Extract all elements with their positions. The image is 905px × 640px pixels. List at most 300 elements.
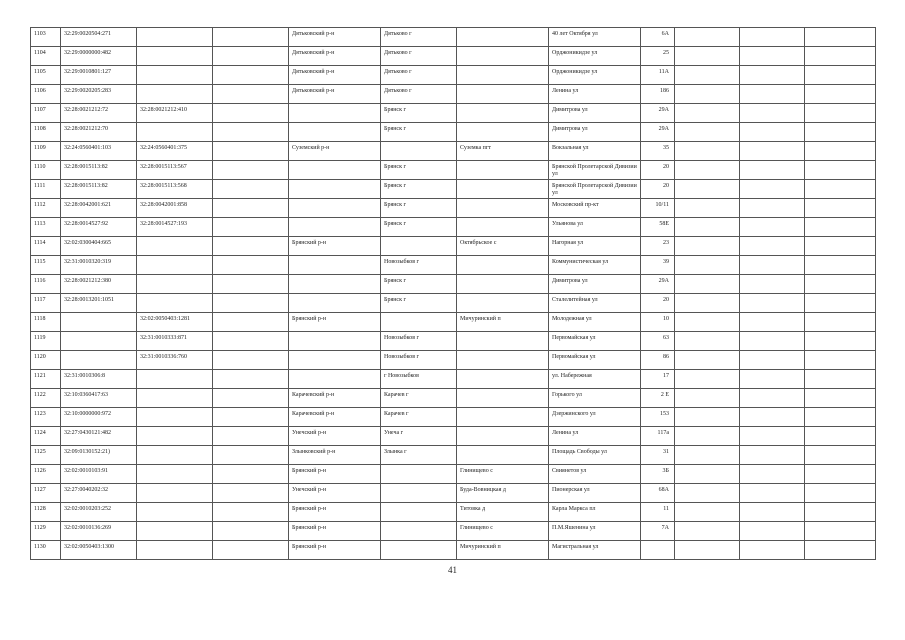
table-cell: 32:10:0360417:63 [61,389,137,408]
table-cell [213,332,289,351]
table-cell [805,275,876,294]
table-cell [805,256,876,275]
table-cell [675,313,740,332]
table-cell [137,446,213,465]
table-cell [675,275,740,294]
table-cell: 63 [641,332,675,351]
table-cell [213,199,289,218]
table-cell: Дзержинского ул [549,408,641,427]
table-cell: 32:31:0010320:319 [61,256,137,275]
table-cell: 35 [641,142,675,161]
table-cell: Буда-Вовницкая д [457,484,549,503]
table-cell: 1104 [31,47,61,66]
table-cell [457,351,549,370]
table-cell [61,332,137,351]
table-cell: 86 [641,351,675,370]
table-cell [805,66,876,85]
table-cell [805,85,876,104]
table-cell [740,427,805,446]
table-row [31,28,876,47]
table-cell [675,503,740,522]
table-cell: 32:29:0020504:271 [61,28,137,47]
table-cell: 1120 [31,351,61,370]
table-cell: Дятьковский р-н [289,66,381,85]
table-cell [213,47,289,66]
table-cell: Орджоникидзе ул [549,66,641,85]
table-cell: 1110 [31,161,61,180]
table-cell [805,142,876,161]
table-cell: 1111 [31,180,61,199]
table-cell [213,123,289,142]
table-cell [213,427,289,446]
table-cell [213,85,289,104]
table-cell: 1130 [31,541,61,560]
table-cell: Суземка пгт [457,142,549,161]
table-cell: 1118 [31,313,61,332]
table-cell: 10 [641,313,675,332]
table-cell [289,199,381,218]
table-cell [457,332,549,351]
table-cell [137,503,213,522]
table-row [31,332,876,351]
table-cell [457,408,549,427]
table-cell [213,313,289,332]
table-cell [289,123,381,142]
table-cell [289,161,381,180]
table-cell: 2 Е [641,389,675,408]
table-row [31,85,876,104]
table-cell [805,28,876,47]
table-row [31,294,876,313]
table-cell: Брянской Пролетарской Дивизии ул [549,161,641,180]
table-cell [740,47,805,66]
table-cell: Ленина ул [549,427,641,446]
table-cell [740,332,805,351]
table-cell [457,199,549,218]
table-cell: Брянск г [381,104,457,123]
table-cell: Брянск г [381,294,457,313]
table-cell [137,427,213,446]
table-cell: 32:31:0010336:760 [137,351,213,370]
table-cell: Унечский р-н [289,484,381,503]
table-row [31,389,876,408]
table-cell [213,66,289,85]
table-cell: 32:02:0010103:91 [61,465,137,484]
table-row [31,408,876,427]
table-cell [805,180,876,199]
table-row [31,180,876,199]
table-cell: П.М.Яшенина ул [549,522,641,541]
table-cell [805,332,876,351]
table-cell: 39 [641,256,675,275]
table-cell: Злынковский р-н [289,446,381,465]
table-cell: 32:24:0560401:375 [137,142,213,161]
table-cell [805,351,876,370]
table-cell [740,28,805,47]
table-cell [381,237,457,256]
table-cell [137,370,213,389]
table-cell [740,503,805,522]
table-cell: 11 [641,503,675,522]
table-cell: Нагорная ул [549,237,641,256]
table-cell [213,142,289,161]
table-cell: Брянск г [381,218,457,237]
table-cell: 32:28:0021212:380 [61,275,137,294]
table-cell [289,351,381,370]
table-cell [740,256,805,275]
table-cell [457,28,549,47]
table-cell [137,294,213,313]
table-cell: 32:28:0015113:82 [61,161,137,180]
registry-page [30,27,875,560]
table-cell [457,161,549,180]
table-cell: Молодежная ул [549,313,641,332]
table-cell [740,389,805,408]
table-cell [137,275,213,294]
table-cell [289,104,381,123]
table-cell: 20 [641,161,675,180]
table-cell: 11А [641,66,675,85]
table-cell: Ульянова ул [549,218,641,237]
table-cell: Брянской Пролетарской Дивизии ул [549,180,641,199]
table-cell [675,123,740,142]
table-cell [213,522,289,541]
table-cell [457,123,549,142]
table-cell [805,218,876,237]
table-cell [740,66,805,85]
table-cell: 32:28:0014527:193 [137,218,213,237]
table-cell [805,313,876,332]
table-cell: 32:28:0021212:72 [61,104,137,123]
table-cell [740,351,805,370]
table-cell: 58Е [641,218,675,237]
table-cell: 153 [641,408,675,427]
table-cell: ул. Набережная [549,370,641,389]
table-body [31,28,876,560]
table-cell [675,294,740,313]
table-cell: 1122 [31,389,61,408]
table-cell [289,180,381,199]
table-row [31,503,876,522]
table-cell: Первомайская ул [549,332,641,351]
table-cell: Глинищево с [457,465,549,484]
table-cell [381,484,457,503]
table-cell: Брянский р-н [289,313,381,332]
table-cell [675,256,740,275]
table-cell [805,370,876,389]
table-cell: Новозыбков г [381,351,457,370]
table-cell: Орджоникидзе ул [549,47,641,66]
table-cell [137,256,213,275]
table-row [31,484,876,503]
table-cell [675,522,740,541]
table-cell [675,28,740,47]
table-cell [61,351,137,370]
table-cell [740,446,805,465]
table-cell [289,275,381,294]
table-cell [675,161,740,180]
table-cell [457,427,549,446]
table-cell [457,85,549,104]
table-cell [213,370,289,389]
table-cell: Брянский р-н [289,465,381,484]
table-cell [381,142,457,161]
table-cell: Дятьково г [381,66,457,85]
table-cell: 29А [641,104,675,123]
table-cell [213,218,289,237]
table-cell [675,104,740,123]
table-cell: 32:29:0010801:127 [61,66,137,85]
table-cell [740,104,805,123]
table-cell [289,294,381,313]
table-cell [805,541,876,560]
table-cell: Свиянетов ул [549,465,641,484]
table-cell: 32:28:0015113:82 [61,180,137,199]
table-cell: 32:27:0040202:32 [61,484,137,503]
table-cell [805,427,876,446]
table-cell: 1125 [31,446,61,465]
table-cell: Глинищево с [457,522,549,541]
table-cell [137,465,213,484]
table-cell [457,218,549,237]
table-cell: 17 [641,370,675,389]
table-cell: 20 [641,180,675,199]
table-cell [675,142,740,161]
table-row [31,199,876,218]
table-cell [381,541,457,560]
table-cell: 117а [641,427,675,446]
table-cell [675,237,740,256]
table-cell [457,446,549,465]
table-cell: Брянский р-н [289,522,381,541]
table-cell [213,161,289,180]
table-cell [381,503,457,522]
table-cell [289,332,381,351]
table-cell [137,237,213,256]
table-row [31,446,876,465]
table-row [31,123,876,142]
table-cell: 1121 [31,370,61,389]
table-cell: Карачев г [381,389,457,408]
table-cell: Брянский р-н [289,541,381,560]
table-cell: 32:27:0430121:482 [61,427,137,446]
table-cell [213,256,289,275]
table-cell: 1117 [31,294,61,313]
table-cell [675,218,740,237]
table-cell [213,351,289,370]
table-cell: 10/11 [641,199,675,218]
table-cell: Новозыбков г [381,332,457,351]
table-cell: Брянск г [381,199,457,218]
table-cell [805,123,876,142]
table-cell [675,180,740,199]
table-cell [457,66,549,85]
table-cell: 32:28:0014527:92 [61,218,137,237]
table-cell [457,294,549,313]
table-cell [137,85,213,104]
table-cell: Октябрьское с [457,237,549,256]
table-cell: 31 [641,446,675,465]
table-row [31,218,876,237]
table-cell [740,313,805,332]
table-cell: Суземский р-н [289,142,381,161]
table-cell [805,484,876,503]
table-cell [213,180,289,199]
table-cell: 32:29:0020205:283 [61,85,137,104]
table-cell [137,28,213,47]
table-cell [457,47,549,66]
table-row [31,161,876,180]
table-cell: Площадь Свободы ул [549,446,641,465]
table-cell [675,47,740,66]
table-cell: 32:28:0015113:568 [137,180,213,199]
table-cell: Дятьковский р-н [289,47,381,66]
table-cell [740,541,805,560]
table-cell: Новозыбков г [381,256,457,275]
table-cell: 32:02:0050403:1281 [137,313,213,332]
table-cell [740,465,805,484]
table-row [31,427,876,446]
table-cell: 1115 [31,256,61,275]
table-cell [805,199,876,218]
table-row [31,522,876,541]
table-cell: 32:31:0010333:871 [137,332,213,351]
table-cell [137,123,213,142]
table-cell: Брянский р-н [289,503,381,522]
table-cell: 1126 [31,465,61,484]
table-cell [675,427,740,446]
table-cell: 7А [641,522,675,541]
table-cell: Карла Маркса пл [549,503,641,522]
table-row [31,47,876,66]
table-cell [675,199,740,218]
table-cell [675,465,740,484]
table-cell [213,503,289,522]
table-cell [457,389,549,408]
table-cell: 1127 [31,484,61,503]
table-cell: 32:02:0300404:665 [61,237,137,256]
table-cell [740,237,805,256]
table-row [31,104,876,123]
table-cell [675,66,740,85]
table-cell [137,541,213,560]
table-cell [740,161,805,180]
table-cell: Унеча г [381,427,457,446]
table-row [31,237,876,256]
table-cell [213,484,289,503]
table-cell [61,313,137,332]
table-row [31,370,876,389]
table-cell: Карачевский р-н [289,408,381,427]
table-cell [213,446,289,465]
table-cell [675,446,740,465]
table-cell: 3Б [641,465,675,484]
table-cell [740,85,805,104]
table-cell [289,370,381,389]
table-cell: Коммунистическая ул [549,256,641,275]
table-cell: Карачев г [381,408,457,427]
table-cell: 1116 [31,275,61,294]
table-cell [675,484,740,503]
table-cell: Злынка г [381,446,457,465]
table-cell: 186 [641,85,675,104]
table-cell [213,294,289,313]
table-cell: Горького ул [549,389,641,408]
table-cell: 1119 [31,332,61,351]
table-cell: Брянский р-н [289,237,381,256]
table-cell: Унечский р-н [289,427,381,446]
table-row [31,465,876,484]
table-cell [740,218,805,237]
table-cell [137,408,213,427]
table-cell [805,408,876,427]
table-cell: 32:31:0010306:8 [61,370,137,389]
table-cell [381,522,457,541]
table-row [31,275,876,294]
table-cell [675,408,740,427]
table-cell [213,104,289,123]
table-cell: Мичуринский п [457,541,549,560]
table-cell: 32:09:0130152:21) [61,446,137,465]
table-cell: 1124 [31,427,61,446]
table-cell: Титовка д [457,503,549,522]
table-cell: Дятьково г [381,85,457,104]
table-cell: Дятьково г [381,47,457,66]
table-cell: 20 [641,294,675,313]
table-cell [675,332,740,351]
table-cell: 1113 [31,218,61,237]
registry-table [30,27,876,560]
table-cell [381,465,457,484]
table-cell: Димитрова ул [549,123,641,142]
table-cell: 68А [641,484,675,503]
table-cell [740,484,805,503]
table-cell [805,465,876,484]
table-cell [740,408,805,427]
page-number: 41 [448,565,457,575]
table-cell: 40 лет Октября ул [549,28,641,47]
table-cell [289,256,381,275]
table-cell: Дятьковский р-н [289,28,381,47]
table-cell: Брянск г [381,180,457,199]
table-cell [137,484,213,503]
table-cell [675,85,740,104]
table-cell: Вокзальная ул [549,142,641,161]
table-cell [137,47,213,66]
table-cell [641,541,675,560]
table-cell: 23 [641,237,675,256]
table-cell: 1108 [31,123,61,142]
table-cell [740,123,805,142]
table-cell: Димитрова ул [549,104,641,123]
table-cell: Димитрова ул [549,275,641,294]
table-cell [740,275,805,294]
table-cell: 32:28:0021212:410 [137,104,213,123]
table-cell: Брянск г [381,161,457,180]
table-cell: Пионерская ул [549,484,641,503]
table-row [31,313,876,332]
table-cell [805,237,876,256]
table-cell [457,180,549,199]
table-cell [740,180,805,199]
table-cell [740,522,805,541]
table-cell: 32:24:0560401:103 [61,142,137,161]
table-cell: Магистральная ул [549,541,641,560]
table-cell: 1112 [31,199,61,218]
table-row [31,66,876,85]
table-cell [457,104,549,123]
table-cell [213,541,289,560]
